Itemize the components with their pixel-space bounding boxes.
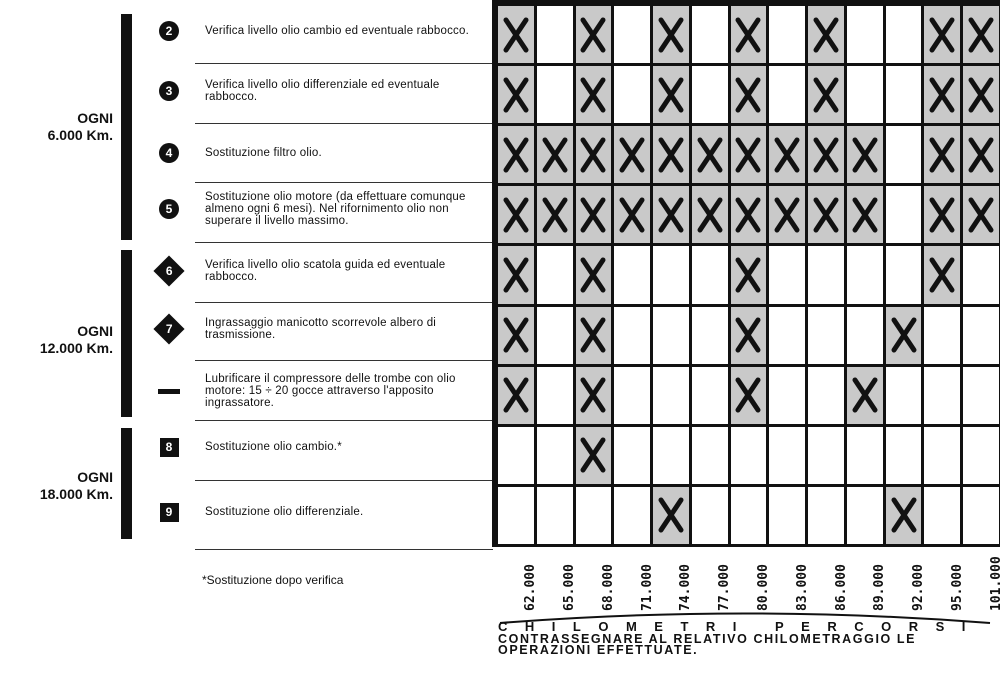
grid-cell-empty[interactable] (847, 66, 883, 123)
x-mark-icon (503, 317, 529, 353)
maintenance-grid (492, 0, 1000, 547)
grid-cell-marked[interactable] (731, 186, 767, 243)
operation-symbol-square: 8 (157, 435, 181, 459)
x-mark-icon (735, 257, 761, 293)
x-mark-icon (968, 197, 994, 233)
grid-cell-marked[interactable] (924, 66, 960, 123)
kilometer-label: 65.000 (562, 564, 578, 611)
grid-cell-empty[interactable] (653, 367, 689, 424)
grid-cell-marked[interactable] (731, 6, 767, 63)
x-mark-icon (503, 197, 529, 233)
x-mark-icon (658, 77, 684, 113)
grid-cell-marked[interactable] (963, 126, 999, 183)
grid-cell-marked[interactable] (653, 186, 689, 243)
x-mark-icon (891, 497, 917, 533)
grid-cell-marked[interactable] (498, 367, 534, 424)
operation-symbol-circle: 2 (157, 19, 181, 43)
x-mark-icon (774, 197, 800, 233)
grid-cell-empty[interactable] (924, 307, 960, 364)
kilometer-label: 89.000 (872, 564, 888, 611)
grid-cell-empty[interactable] (614, 66, 650, 123)
row-divider (195, 302, 493, 303)
group-bar-18000 (121, 428, 132, 539)
grid-cell-marked[interactable] (498, 6, 534, 63)
x-mark-icon (580, 257, 606, 293)
grid-cell-marked[interactable] (653, 6, 689, 63)
x-mark-icon (852, 197, 878, 233)
grid-cell-marked[interactable] (847, 126, 883, 183)
x-mark-icon (735, 17, 761, 53)
grid-cell-marked[interactable] (731, 367, 767, 424)
x-mark-icon (735, 197, 761, 233)
kilometer-label: 62.000 (523, 564, 539, 611)
x-mark-icon (968, 77, 994, 113)
grid-cell-empty[interactable] (614, 307, 650, 364)
grid-cell-empty[interactable] (924, 367, 960, 424)
grid-cell-marked[interactable] (886, 307, 922, 364)
grid-cell-empty[interactable] (692, 6, 728, 63)
grid-cell-marked[interactable] (924, 246, 960, 303)
operation-description: Verifica livello olio cambio ed eventuale rabbocco. (205, 25, 469, 37)
operation-description: Sostituzione olio differenziale. (205, 506, 364, 518)
x-mark-icon (929, 137, 955, 173)
grid-cell-empty[interactable] (769, 427, 805, 484)
group-label-18000: OGNI 18.000 Km. (39, 469, 113, 502)
x-mark-icon (580, 77, 606, 113)
kilometer-label: 80.000 (755, 564, 771, 611)
grid-cell-empty[interactable] (537, 246, 573, 303)
grid-cell-marked[interactable] (731, 307, 767, 364)
grid-cell-marked[interactable] (576, 367, 612, 424)
grid-cell-marked[interactable] (653, 487, 689, 544)
group-label-12000: OGNI 12.000 Km. (39, 323, 113, 356)
x-mark-icon (658, 197, 684, 233)
grid-cell-empty[interactable] (537, 367, 573, 424)
kilometer-label: 86.000 (833, 564, 849, 611)
x-mark-icon (658, 497, 684, 533)
kilometer-label: 68.000 (600, 564, 616, 611)
grid-cell-marked[interactable] (576, 307, 612, 364)
x-mark-icon (813, 77, 839, 113)
x-mark-icon (580, 197, 606, 233)
x-mark-icon (852, 137, 878, 173)
grid-cell-empty[interactable] (692, 246, 728, 303)
x-mark-icon (968, 137, 994, 173)
grid-cell-marked[interactable] (731, 246, 767, 303)
grid-cell-empty[interactable] (692, 427, 728, 484)
x-mark-icon (503, 377, 529, 413)
grid-cell-marked[interactable] (498, 307, 534, 364)
x-mark-icon (697, 137, 723, 173)
x-mark-icon (542, 137, 568, 173)
grid-cell-marked[interactable] (498, 186, 534, 243)
grid-cell-marked[interactable] (808, 126, 844, 183)
grid-cell-marked[interactable] (576, 126, 612, 183)
x-mark-icon (580, 17, 606, 53)
operation-description: Verifica livello olio differenziale ed eventuale rabbocco. (205, 79, 440, 103)
grid-cell-empty[interactable] (692, 367, 728, 424)
kilometer-label: 74.000 (678, 564, 694, 611)
row-divider (195, 123, 493, 124)
grid-cell-empty[interactable] (886, 186, 922, 243)
grid-cell-empty[interactable] (963, 307, 999, 364)
grid-cell-marked[interactable] (576, 246, 612, 303)
grid-cell-empty[interactable] (924, 427, 960, 484)
x-mark-icon (542, 197, 568, 233)
grid-cell-empty[interactable] (808, 367, 844, 424)
grid-cell-marked[interactable] (614, 186, 650, 243)
x-mark-icon (852, 377, 878, 413)
grid-cell-empty[interactable] (847, 246, 883, 303)
instruction-text: CONTRASSEGNARE AL RELATIVO CHILOMETRAGGIO LE OPERAZIONI EFFETTUATE. (498, 632, 917, 657)
x-mark-icon (658, 137, 684, 173)
grid-cell-marked[interactable] (808, 6, 844, 63)
grid-cell-marked[interactable] (924, 6, 960, 63)
grid-cell-marked[interactable] (498, 66, 534, 123)
operation-description: Ingrassaggio manicotto scorrevole albero di trasmissione. (205, 317, 437, 341)
grid-cell-empty[interactable] (614, 367, 650, 424)
x-mark-icon (735, 377, 761, 413)
row-divider (195, 242, 493, 243)
kilometer-label: 92.000 (911, 564, 927, 611)
x-mark-icon (580, 317, 606, 353)
grid-cell-marked[interactable] (576, 427, 612, 484)
kilometer-label: 95.000 (949, 564, 965, 611)
grid-cell-marked[interactable] (731, 126, 767, 183)
grid-cell-empty[interactable] (692, 307, 728, 364)
x-mark-icon (968, 17, 994, 53)
grid-cell-empty[interactable] (537, 487, 573, 544)
grid-cell-marked[interactable] (576, 66, 612, 123)
grid-cell-empty[interactable] (537, 307, 573, 364)
grid-cell-empty[interactable] (808, 427, 844, 484)
grid-cell-empty[interactable] (886, 6, 922, 63)
grid-cell-empty[interactable] (653, 427, 689, 484)
x-mark-icon (580, 377, 606, 413)
grid-cell-empty[interactable] (769, 487, 805, 544)
grid-cell-marked[interactable] (769, 186, 805, 243)
grid-cell-empty[interactable] (614, 6, 650, 63)
grid-cell-empty[interactable] (886, 427, 922, 484)
grid-cell-empty[interactable] (653, 246, 689, 303)
grid-cell-empty[interactable] (963, 246, 999, 303)
grid-cell-marked[interactable] (692, 126, 728, 183)
operation-symbol-dash (157, 379, 181, 403)
group-label-6000: OGNI 6.000 Km. (47, 110, 113, 143)
grid-cell-marked[interactable] (924, 186, 960, 243)
operation-symbol-diamond: 7 (157, 317, 181, 341)
grid-cell-marked[interactable] (963, 6, 999, 63)
grid-cell-empty[interactable] (731, 427, 767, 484)
operation-description: Verifica livello olio scatola guida ed eventuale rabbocco. (205, 259, 446, 283)
group-bar-12000 (121, 250, 132, 417)
kilometer-label: 101.000 (988, 556, 1004, 611)
x-mark-icon (619, 197, 645, 233)
x-mark-icon (619, 137, 645, 173)
grid-cell-empty[interactable] (498, 427, 534, 484)
grid-cell-empty[interactable] (498, 487, 534, 544)
grid-cell-empty[interactable] (692, 66, 728, 123)
grid-cell-marked[interactable] (808, 66, 844, 123)
operation-description: Lubrificare il compressore delle trombe con olio motore: 15 ÷ 20 gocce attraverso l'apposito ingrassatore. (205, 373, 456, 409)
grid-cell-marked[interactable] (576, 6, 612, 63)
x-mark-icon (929, 17, 955, 53)
grid-cell-empty[interactable] (847, 307, 883, 364)
x-mark-icon (929, 257, 955, 293)
grid-cell-marked[interactable] (576, 186, 612, 243)
group-bar-6000 (121, 14, 132, 240)
grid-cell-empty[interactable] (808, 307, 844, 364)
grid-cell-empty[interactable] (769, 307, 805, 364)
grid-cell-empty[interactable] (769, 246, 805, 303)
grid-cell-marked[interactable] (653, 66, 689, 123)
kilometer-label: 77.000 (717, 564, 733, 611)
x-mark-icon (580, 137, 606, 173)
chilometri-heading: CHILOMETRI PERCORSI (498, 619, 983, 634)
grid-cell-empty[interactable] (808, 487, 844, 544)
x-mark-icon (697, 197, 723, 233)
grid-cell-marked[interactable] (498, 246, 534, 303)
grid-cell-empty[interactable] (731, 487, 767, 544)
x-mark-icon (929, 77, 955, 113)
row-divider (195, 420, 493, 421)
grid-cell-marked[interactable] (769, 126, 805, 183)
grid-cell-marked[interactable] (498, 126, 534, 183)
operation-description: Sostituzione olio motore (da effettuare comunque almeno ogni 6 mesi). Nel rifornimento olio non superare il livello massimo. (205, 191, 466, 227)
x-mark-icon (580, 437, 606, 473)
row-divider (195, 63, 493, 64)
x-mark-icon (813, 17, 839, 53)
row-divider (195, 480, 493, 481)
grid-cell-empty[interactable] (576, 487, 612, 544)
grid-cell-empty[interactable] (769, 66, 805, 123)
grid-cell-marked[interactable] (847, 186, 883, 243)
grid-cell-empty[interactable] (769, 367, 805, 424)
grid-cell-marked[interactable] (614, 126, 650, 183)
grid-cell-empty[interactable] (769, 6, 805, 63)
grid-cell-empty[interactable] (537, 427, 573, 484)
x-mark-icon (735, 137, 761, 173)
grid-cell-empty[interactable] (847, 427, 883, 484)
grid-cell-marked[interactable] (847, 367, 883, 424)
grid-cell-marked[interactable] (731, 66, 767, 123)
grid-cell-marked[interactable] (924, 126, 960, 183)
row-divider (195, 360, 493, 361)
kilometer-label: 71.000 (639, 564, 655, 611)
grid-cell-empty[interactable] (847, 6, 883, 63)
grid-cell-marked[interactable] (886, 487, 922, 544)
grid-cell-empty[interactable] (808, 246, 844, 303)
operation-symbol-circle: 4 (157, 141, 181, 165)
grid-cell-empty[interactable] (886, 367, 922, 424)
grid-cell-empty[interactable] (886, 246, 922, 303)
grid-cell-empty[interactable] (886, 66, 922, 123)
row-divider (195, 549, 493, 550)
grid-cell-empty[interactable] (614, 427, 650, 484)
x-mark-icon (503, 77, 529, 113)
operation-symbol-circle: 5 (157, 197, 181, 221)
operation-description: Sostituzione filtro olio. (205, 147, 322, 159)
grid-cell-empty[interactable] (692, 487, 728, 544)
grid-cell-marked[interactable] (963, 186, 999, 243)
operation-symbol-circle: 3 (157, 79, 181, 103)
operation-description: Sostituzione olio cambio.* (205, 441, 342, 453)
kilometer-label: 83.000 (794, 564, 810, 611)
grid-cell-empty[interactable] (963, 487, 999, 544)
grid-cell-empty[interactable] (963, 367, 999, 424)
grid-cell-empty[interactable] (963, 427, 999, 484)
x-mark-icon (503, 137, 529, 173)
x-mark-icon (503, 17, 529, 53)
grid-cell-empty[interactable] (847, 487, 883, 544)
grid-cell-empty[interactable] (537, 66, 573, 123)
grid-cell-empty[interactable] (537, 6, 573, 63)
grid-cell-marked[interactable] (653, 126, 689, 183)
operation-symbol-diamond: 6 (157, 259, 181, 283)
operation-symbol-square: 9 (157, 500, 181, 524)
grid-cell-marked[interactable] (537, 126, 573, 183)
x-mark-icon (891, 317, 917, 353)
x-mark-icon (658, 17, 684, 53)
grid-cell-marked[interactable] (692, 186, 728, 243)
x-mark-icon (929, 197, 955, 233)
x-mark-icon (813, 137, 839, 173)
x-mark-icon (503, 257, 529, 293)
footnote: *Sostituzione dopo verifica (202, 573, 344, 587)
grid-cell-empty[interactable] (614, 487, 650, 544)
grid-cell-empty[interactable] (886, 126, 922, 183)
x-mark-icon (735, 317, 761, 353)
grid-cell-marked[interactable] (963, 66, 999, 123)
x-mark-icon (774, 137, 800, 173)
x-mark-icon (735, 77, 761, 113)
grid-cell-marked[interactable] (537, 186, 573, 243)
row-divider (195, 182, 493, 183)
grid-cell-marked[interactable] (808, 186, 844, 243)
x-mark-icon (813, 197, 839, 233)
grid-cell-empty[interactable] (653, 307, 689, 364)
grid-cell-empty[interactable] (614, 246, 650, 303)
grid-cell-empty[interactable] (924, 487, 960, 544)
